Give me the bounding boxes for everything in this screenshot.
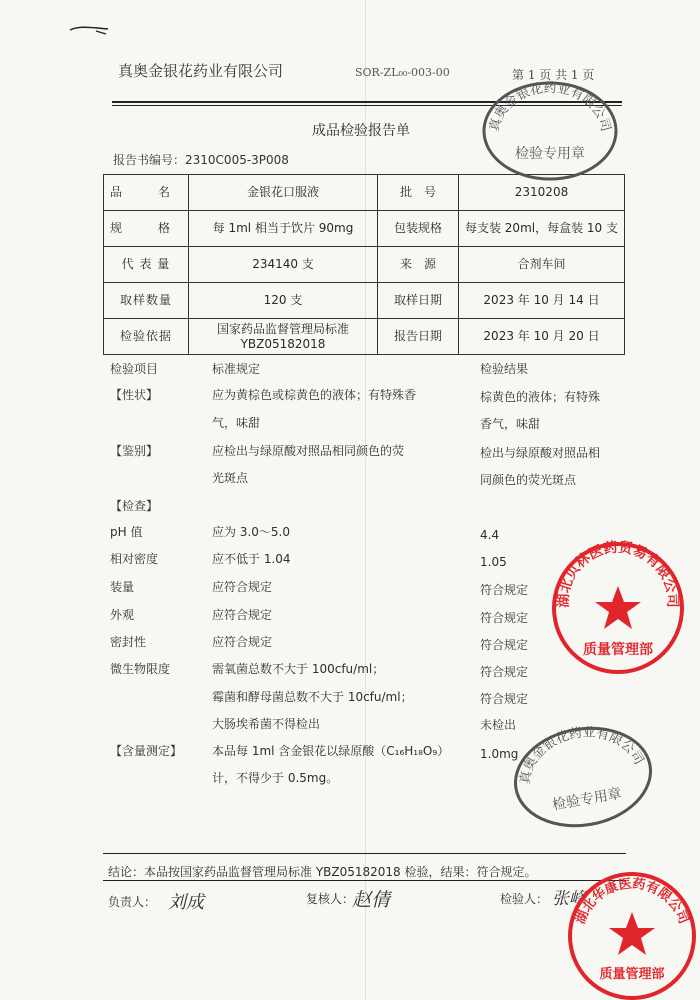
fill-standard: 应符合规定 (212, 580, 273, 594)
seal-company-text: 湖北贝林医药贸易有限公司 (555, 539, 681, 608)
assay-standard-2: 计，不得少于 0.5mg。 (212, 771, 339, 785)
col-header-result: 检验结果 (480, 362, 529, 376)
identification-result-2: 同颜色的荧光斑点 (480, 473, 577, 487)
product-value: 金银花口服液 (189, 175, 378, 211)
micro-standard-1: 需氧菌总数不大于 100cfu/ml； (212, 662, 385, 676)
quality-seal-middle (548, 538, 688, 678)
seal-star-icon (609, 912, 655, 955)
identification-item: 【鉴别】 (110, 444, 159, 458)
identification-standard-1: 应检出与绿原酸对照品相同颜色的荧 (212, 444, 405, 458)
seal-label-text: 质量管理部 (599, 967, 665, 982)
basis-value (189, 319, 378, 355)
appearance-standard-2: 气，味甜 (212, 416, 261, 430)
report-number-value: 2310C005-3P008 (185, 153, 289, 167)
identification-standard-2: 光斑点 (212, 471, 249, 485)
basis-line-1: 国家药品监督管理局标准 (216, 321, 349, 336)
identification-result-1: 检出与绿原酸对照品相 (480, 446, 601, 460)
source-label: 来 源 (378, 247, 459, 283)
report-date-label: 报告日期 (378, 319, 459, 355)
stamp-label-text: 检验专用章 (551, 785, 623, 814)
stamp-label-text: 检验专用章 (515, 146, 585, 162)
seal-label-text: 质量管理部 (583, 642, 653, 658)
basis-label: 检验依据 (104, 319, 189, 355)
table-row (104, 247, 625, 283)
basis-line-2: YBZ05182018 (240, 336, 326, 351)
sample-date-value: 2023 年 10 月 14 日 (459, 283, 625, 319)
inspection-stamp-top (478, 78, 622, 184)
report-number-label: 报告书编号： (113, 153, 186, 167)
reviewer-signature: 赵倩 (352, 889, 391, 911)
product-label: 品 名 (104, 175, 189, 211)
source-value: 合剂车间 (459, 247, 625, 283)
ph-result: 4.4 (480, 528, 500, 542)
appearance-item: 【性状】 (110, 388, 159, 402)
footer-divider-top (103, 853, 626, 854)
table-row (104, 283, 625, 319)
table-row (104, 211, 625, 247)
seal-item: 密封性 (110, 635, 147, 649)
spec-label: 规 格 (104, 211, 189, 247)
pack-label: 包装规格 (378, 211, 459, 247)
report-number (113, 151, 289, 168)
seal-result: 符合规定 (480, 638, 529, 652)
conclusion: 结论：本品按国家药品监督管理局标准 YBZ05182018 检验，结果：符合规定。 (108, 865, 537, 879)
report-date-value: 2023 年 10 月 20 日 (459, 319, 625, 355)
micro-item: 微生物限度 (110, 662, 171, 676)
document-number: SOR-ZL₀₀-003-00 (355, 66, 450, 79)
pen-mark (68, 24, 110, 36)
assay-standard-1: 本品每 1ml 含金银花以绿原酸（C₁₆H₁₈O₉） (212, 744, 450, 758)
spec-value: 每 1ml 相当于饮片 90mg (189, 211, 378, 247)
assay-result: 1.0mg (480, 747, 519, 761)
quality-seal-bottom (562, 866, 700, 1000)
look-standard: 应符合规定 (212, 608, 273, 622)
inspector-label: 检验人： (500, 892, 549, 906)
look-result: 符合规定 (480, 611, 529, 625)
paper-fold-line (365, 0, 366, 1000)
sample-date-label: 取样日期 (378, 283, 459, 319)
appearance-standard-1: 应为黄棕色或棕黄色的液体；有特殊香 (212, 388, 417, 402)
batch-value: 2310208 (459, 175, 625, 211)
rep-qty-label: 代 表 量 (104, 247, 189, 283)
micro-result-2: 符合规定 (480, 692, 529, 706)
col-header-item: 检验项目 (110, 362, 159, 376)
stamp-ring (484, 83, 616, 179)
fill-item: 装量 (110, 580, 135, 594)
micro-result-1: 符合规定 (480, 665, 529, 679)
report-title: 成品检验报告单 (312, 123, 410, 139)
micro-standard-3: 大肠埃希菌不得检出 (212, 717, 321, 731)
reviewer-label: 复核人： (306, 892, 355, 906)
ph-item: pH 值 (110, 525, 143, 539)
product-info-table (103, 174, 625, 355)
company-name: 真奥金银花药业有限公司 (118, 62, 284, 80)
seal-standard: 应符合规定 (212, 635, 273, 649)
appearance-result-1: 棕黄色的液体；有特殊 (480, 390, 601, 404)
inspector-signature: 张峰 (552, 889, 586, 909)
micro-standard-2: 霉菌和酵母菌总数不大于 10cfu/ml； (212, 690, 413, 704)
responsible-label: 负责人： (108, 895, 157, 909)
sample-qty-value: 120 支 (189, 283, 378, 319)
sample-qty-label: 取样数量 (104, 283, 189, 319)
micro-result-3: 未检出 (480, 718, 517, 732)
density-standard: 应不低于 1.04 (212, 552, 291, 566)
page-number: 第 1 页 共 1 页 (512, 68, 595, 82)
batch-label: 批 号 (378, 175, 459, 211)
density-result: 1.05 (480, 555, 507, 569)
ph-standard: 应为 3.0～5.0 (212, 525, 290, 539)
seal-company-text: 湖北华康医药有限公司 (573, 876, 691, 927)
stamp-company-text: 真奥金银花药业有限公司 (517, 725, 647, 786)
fill-result: 符合规定 (480, 583, 529, 597)
inspection-stamp-bottom (508, 722, 658, 832)
footer-divider-bottom (103, 880, 626, 881)
seal-star-icon (595, 586, 641, 629)
check-section-item: 【检查】 (110, 499, 159, 513)
appearance-result-2: 香气，味甜 (480, 417, 541, 431)
look-item: 外观 (110, 608, 135, 622)
pack-value: 每支装 20ml，每盒装 10 支 (459, 211, 625, 247)
stamp-company-text: 真奥金银花药业有限公司 (487, 81, 613, 134)
density-item: 相对密度 (110, 552, 159, 566)
assay-item: 【含量测定】 (110, 744, 183, 758)
rep-qty-value: 234140 支 (189, 247, 378, 283)
table-row (104, 319, 625, 355)
responsible-signature: 刘成 (168, 892, 204, 913)
col-header-standard: 标准规定 (212, 362, 261, 376)
